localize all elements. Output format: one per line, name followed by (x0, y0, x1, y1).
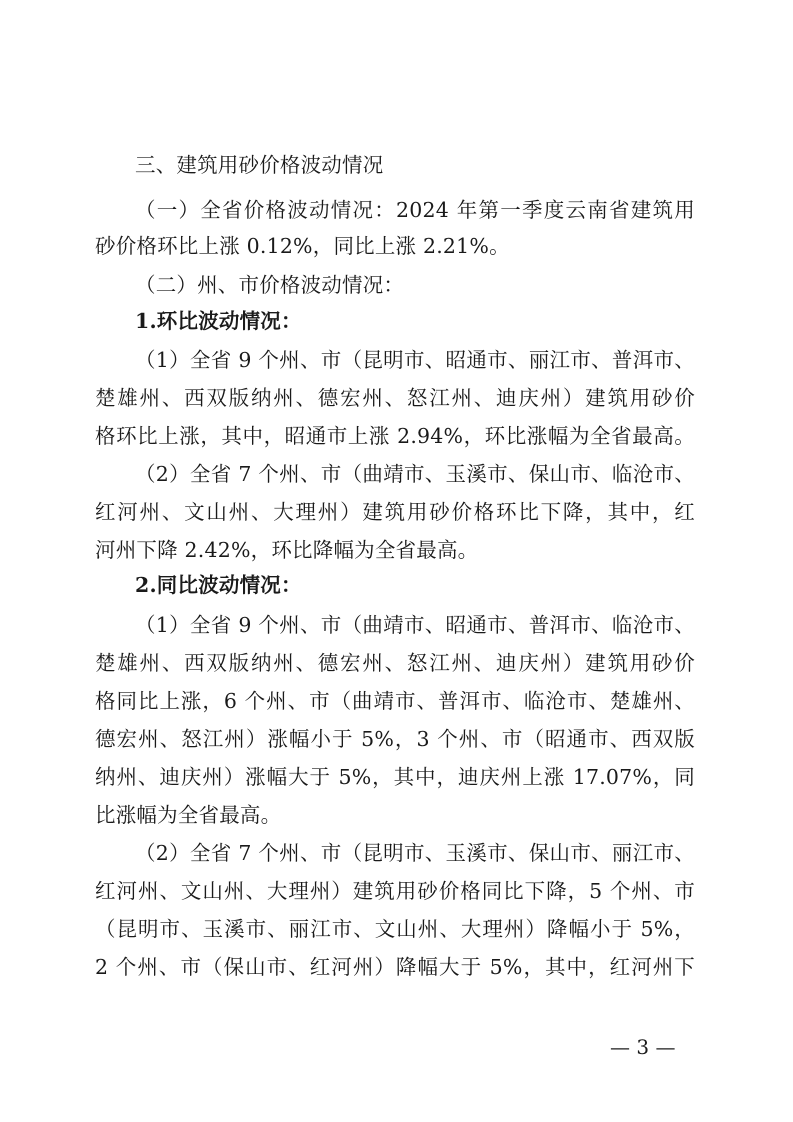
paragraph-line: 纳州、迪庆州）涨幅大于 5%，其中，迪庆州上涨 17.07%，同 (95, 765, 695, 789)
paragraph-line: （2）全省 7 个州、市（昆明市、玉溪市、保山市、丽江市、 (135, 841, 695, 865)
paragraph-line: 红河州、文山州、大理州）建筑用砂价格同比下降，5 个州、市 (95, 879, 695, 903)
paragraph-line: （1）全省 9 个州、市（曲靖市、昭通市、普洱市、临沧市、 (135, 613, 695, 637)
paragraph-line: 格同比上涨，6 个州、市（曲靖市、普洱市、临沧市、楚雄州、 (95, 689, 695, 713)
subheading-tongbi: 2.同比波动情况： (135, 573, 302, 597)
paragraph-line: 比涨幅为全省最高。 (95, 803, 282, 827)
subheading-huanbi: 1.环比波动情况： (135, 309, 302, 333)
paragraph-line: 砂价格环比上涨 0.12%，同比上涨 2.21%。 (95, 234, 510, 258)
paragraph-line: 河州下降 2.42%，环比降幅为全省最高。 (95, 538, 479, 562)
paragraph-line: 楚雄州、西双版纳州、德宏州、怒江州、迪庆州）建筑用砂价 (95, 386, 695, 410)
paragraph-line: 德宏州、怒江州）涨幅小于 5%，3 个州、市（昭通市、西双版 (95, 727, 695, 751)
paragraph-line: （一）全省价格波动情况：2024 年第一季度云南省建筑用 (135, 198, 695, 222)
page-number: — 3 — (610, 1035, 676, 1059)
paragraph-line: （1）全省 9 个州、市（昆明市、昭通市、丽江市、普洱市、 (135, 348, 695, 372)
subsection-heading: （二）州、市价格波动情况： (135, 273, 405, 297)
section-heading: 三、建筑用砂价格波动情况 (135, 153, 384, 177)
paragraph-line: 红河州、文山州、大理州）建筑用砂价格环比下降，其中，红 (95, 500, 695, 524)
paragraph-line: 2 个州、市（保山市、红河州）降幅大于 5%，其中，红河州下 (95, 955, 695, 979)
paragraph-line: 楚雄州、西双版纳州、德宏州、怒江州、迪庆州）建筑用砂价 (95, 651, 695, 675)
paragraph-line: 格环比上涨，其中，昭通市上涨 2.94%，环比涨幅为全省最高。 (95, 424, 695, 448)
paragraph-line: （昆明市、玉溪市、丽江市、文山州、大理州）降幅小于 5%， (95, 917, 695, 941)
paragraph-line: （2）全省 7 个州、市（曲靖市、玉溪市、保山市、临沧市、 (135, 462, 695, 486)
